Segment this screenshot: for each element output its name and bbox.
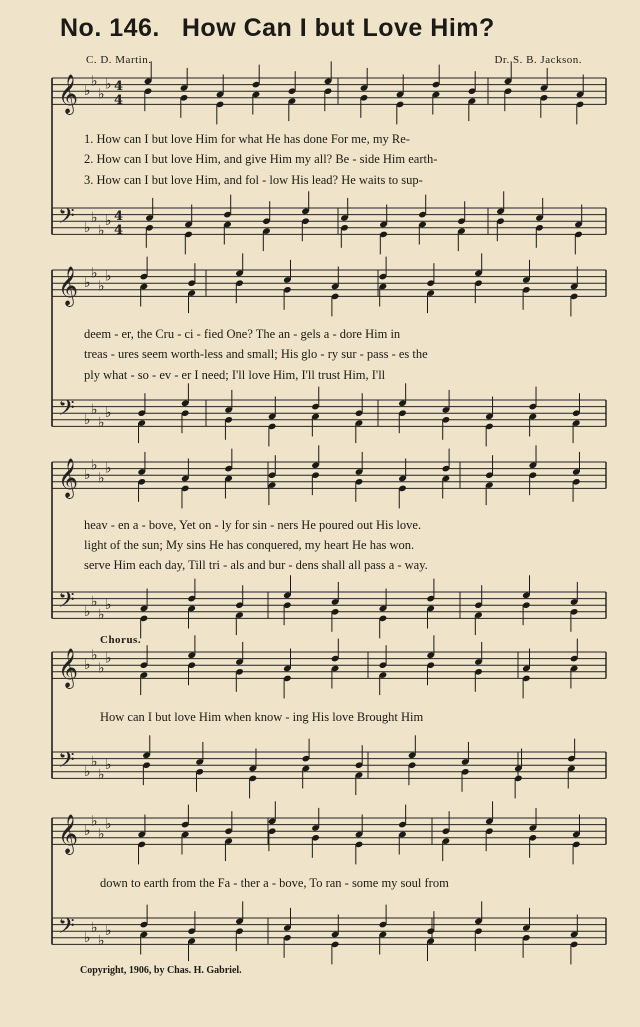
lyric-line: heav - en a - bove, Yet on - ly for sin - ners He poured out His love. — [84, 518, 422, 532]
bass-clef-icon: 𝄢 — [58, 914, 75, 944]
treble-clef-icon: 𝄞 — [58, 74, 79, 114]
hymn-title-text: How Can I but Love Him? — [181, 14, 495, 42]
flat-sign-icon: ♭ — [91, 209, 98, 226]
treble-clef-icon: 𝄞 — [58, 266, 79, 306]
flat-sign-icon: ♭ — [105, 213, 112, 230]
flat-sign-icon: ♭ — [98, 223, 105, 240]
flat-sign-icon: ♭ — [98, 470, 105, 487]
treble-clef-icon: 𝄞 — [58, 458, 79, 498]
flat-sign-icon: ♭ — [91, 401, 98, 418]
flat-sign-icon: ♭ — [98, 933, 105, 950]
flat-sign-icon: ♭ — [98, 660, 105, 677]
flat-sign-icon: ♭ — [105, 650, 112, 667]
chorus-label: Chorus. — [100, 634, 142, 646]
time-signature-top: 4 — [114, 209, 124, 224]
time-signature-top: 4 — [114, 79, 124, 94]
flat-sign-icon: ♭ — [105, 816, 112, 833]
flat-sign-icon: ♭ — [105, 268, 112, 285]
bass-clef-icon: 𝄢 — [58, 396, 75, 426]
bass-clef-icon: 𝄢 — [58, 588, 75, 618]
flat-sign-icon: ♭ — [98, 278, 105, 295]
lyric-line: 2. How can I but love Him, and give Him my all? Be - side Him earth- — [84, 152, 438, 166]
flat-sign-icon: ♭ — [84, 83, 91, 100]
flat-sign-icon: ♭ — [91, 647, 98, 664]
treble-clef-icon: 𝄞 — [58, 648, 79, 688]
flat-sign-icon: ♭ — [98, 415, 105, 432]
flat-sign-icon: ♭ — [84, 823, 91, 840]
lyric-line: deem - er, the Cru - ci - fied One? The an - gels a - dore Him in — [84, 327, 401, 341]
flat-sign-icon: ♭ — [84, 763, 91, 780]
flat-sign-icon: ♭ — [91, 265, 98, 282]
treble-clef-icon: 𝄞 — [58, 814, 79, 854]
lyric-line: light of the sun; My sins He has conquered, my heart He has won. — [84, 538, 415, 552]
flat-sign-icon: ♭ — [84, 467, 91, 484]
lyric-line: down to earth from the Fa - ther a - bove, To ran - some my soul from — [100, 876, 449, 890]
copyright-notice: Copyright, 1906, by Chas. H. Gabriel. — [80, 965, 242, 976]
flat-sign-icon: ♭ — [84, 219, 91, 236]
flat-sign-icon: ♭ — [84, 603, 91, 620]
flat-sign-icon: ♭ — [91, 73, 98, 90]
lyric-line: 3. How can I but love Him, and fol - low His lead? He waits to sup- — [84, 173, 423, 187]
lyric-line: How can I but love Him when know - ing His love Brought Him — [100, 710, 424, 724]
flat-sign-icon: ♭ — [84, 657, 91, 674]
flat-sign-icon: ♭ — [98, 767, 105, 784]
lyric-line: serve Him each day, Till tri - als and bur - dens shall all pass a - way. — [84, 558, 428, 572]
flat-sign-icon: ♭ — [84, 929, 91, 946]
lyricist-credit: C. D. Martin. — [86, 54, 152, 66]
time-signature-bottom: 4 — [114, 93, 124, 108]
flat-sign-icon: ♭ — [98, 607, 105, 624]
flat-sign-icon: ♭ — [91, 813, 98, 830]
flat-sign-icon: ♭ — [98, 826, 105, 843]
flat-sign-icon: ♭ — [91, 593, 98, 610]
flat-sign-icon: ♭ — [105, 597, 112, 614]
flat-sign-icon: ♭ — [84, 411, 91, 428]
flat-sign-icon: ♭ — [84, 275, 91, 292]
flat-sign-icon: ♭ — [105, 923, 112, 940]
lyric-line: 1. How can I but love Him for what He has done For me, my Re- — [84, 132, 410, 146]
flat-sign-icon: ♭ — [98, 86, 105, 103]
flat-sign-icon: ♭ — [105, 76, 112, 93]
bass-clef-icon: 𝄢 — [58, 204, 75, 234]
flat-sign-icon: ♭ — [105, 757, 112, 774]
hymn-number: No. 146. — [60, 14, 160, 42]
flat-sign-icon: ♭ — [91, 919, 98, 936]
time-signature-bottom: 4 — [114, 223, 124, 238]
flat-sign-icon: ♭ — [105, 405, 112, 422]
lyric-line: treas - ures seem worth-less and small; His glo - ry sur - pass - es the — [84, 347, 428, 361]
bass-clef-icon: 𝄢 — [58, 748, 75, 778]
flat-sign-icon: ♭ — [105, 460, 112, 477]
lyric-line: ply what - so - ev - er I need; I'll love Him, I'll trust Him, I'll — [84, 368, 386, 382]
composer-credit: Dr. S. B. Jackson. — [494, 54, 582, 66]
flat-sign-icon: ♭ — [91, 457, 98, 474]
flat-sign-icon: ♭ — [91, 753, 98, 770]
